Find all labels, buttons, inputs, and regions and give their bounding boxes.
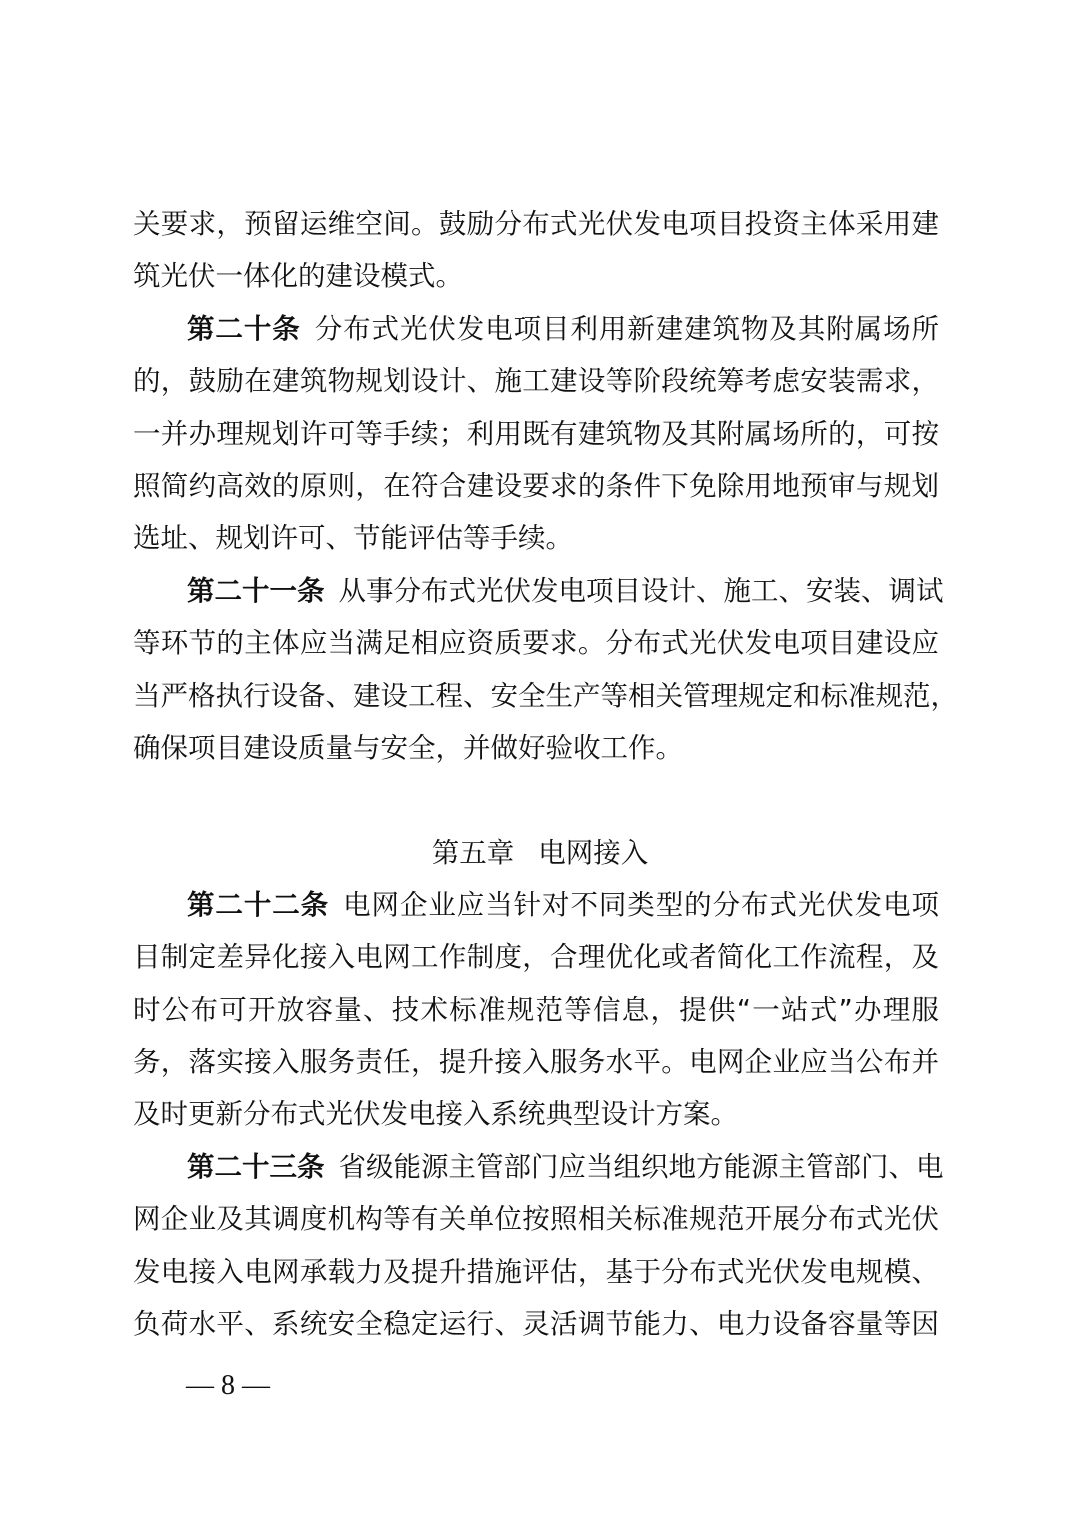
article-20-title: 第二十条 [187,313,301,345]
chapter-number: 第五章 [431,837,515,869]
article-23-text: 省级能源主管部门应当组织地方能源主管部门、电 [338,1151,944,1183]
article-20-first-line [187,309,939,349]
article-22-first-line [187,885,939,925]
article-23-title: 第二十三条 [187,1151,325,1183]
article-22-line: 及时更新分布式光伏发电接入系统典型设计方案。 [133,1098,738,1130]
article-20-line: 一并办理规划许可等手续；利用既有建筑物及其附属场所的，可按 [133,418,939,450]
article-23-first-line [187,1147,944,1187]
article-21-title: 第二十一条 [187,575,325,607]
page-number: — 8 — [186,1370,270,1401]
article-21-line: 当严格执行设备、建设工程、安全生产等相关管理规定和标准规范， [133,680,958,712]
article-23-line: 网企业及其调度机构等有关单位按照相关标准规范开展分布式光伏 [133,1203,939,1235]
article-21-first-line [187,571,944,611]
article-23-line: 负荷水平、系统安全稳定运行、灵活调节能力、电力设备容量等因 [133,1308,939,1340]
article-21-text: 从事分布式光伏发电项目设计、施工、安装、调试 [338,575,944,607]
paragraph-line: 关要求，预留运维空间。鼓励分布式光伏发电项目投资主体采用建 [133,208,939,240]
article-22-line: 务，落实接入服务责任，提升接入服务水平。电网企业应当公布并 [133,1046,939,1078]
article-22-line: 时公布可开放容量、技术标准规范等信息，提供“一站式”办理服 [133,994,939,1026]
article-22-text: 电网企业应当针对不同类型的分布式光伏发电项 [343,889,940,921]
paragraph-line: 筑光伏一体化的建设模式。 [133,260,463,292]
article-20-line: 的，鼓励在建筑物规划设计、施工建设等阶段统筹考虑安装需求， [133,365,939,397]
article-20-text: 分布式光伏发电项目利用新建建筑物及其附属场所 [314,313,940,345]
chapter-title: 电网接入 [538,837,649,869]
article-21-line: 等环节的主体应当满足相应资质要求。分布式光伏发电项目建设应 [133,627,939,659]
article-22-line: 目制定差异化接入电网工作制度，合理优化或者简化工作流程，及 [133,941,939,973]
article-23-line: 发电接入电网承载力及提升措施评估，基于分布式光伏发电规模、 [133,1256,939,1288]
article-20-line: 照简约高效的原则，在符合建设要求的条件下免除用地预审与规划 [133,470,939,502]
chapter-heading [0,833,1080,873]
article-21-line: 确保项目建设质量与安全，并做好验收工作。 [133,732,683,764]
article-20-line: 选址、规划许可、节能评估等手续。 [133,522,573,554]
article-22-title: 第二十二条 [187,889,330,921]
